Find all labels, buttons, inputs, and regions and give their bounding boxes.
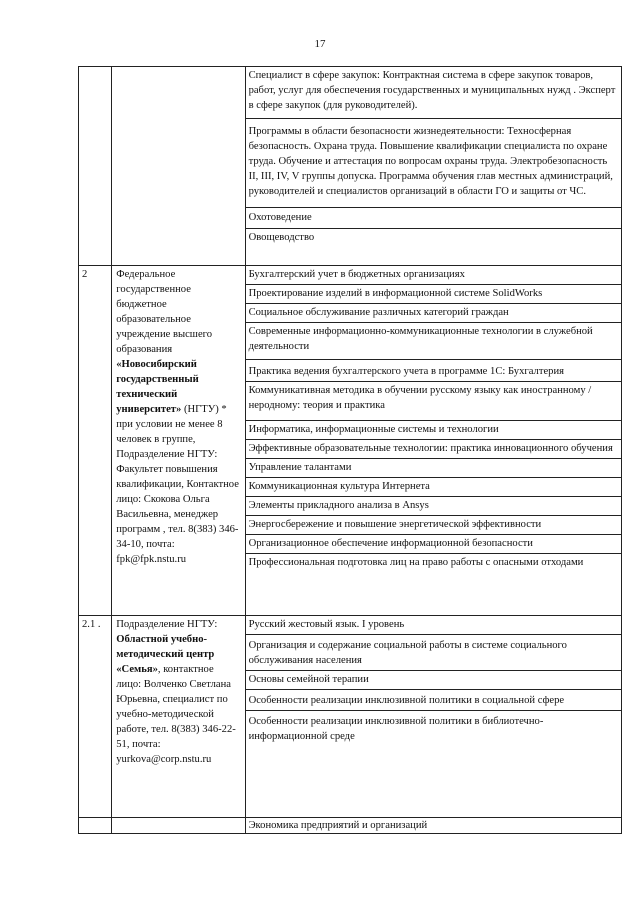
course-item: Проектирование изделий в информационной системе SolidWorks xyxy=(246,285,621,304)
course-item: Специалист в сфере закупок: Контрактная система в сфере закупок товаров, работ, услуг для обеспечения государственных и муниципальных нужд . Эксперт в сфере закупок (для руководителей). xyxy=(246,67,621,119)
course-item: Эффективные образовательные технологии: практика инновационного обучения xyxy=(246,440,621,459)
org-text: Подразделение НГТУ: xyxy=(116,619,218,630)
courses-cell xyxy=(245,616,621,818)
courses-table xyxy=(78,66,622,834)
org-name: Областной учебно-методический центр «Семья» xyxy=(116,634,215,675)
table-row xyxy=(79,266,622,616)
courses-cell xyxy=(245,818,621,834)
course-item: Элементы прикладного анализа в Ansys xyxy=(246,497,621,516)
course-item: Коммуникативная методика в обучении русскому языку как иностранному / неродному: теория и практика xyxy=(246,382,621,421)
course-item: Информатика, информационные системы и технологии xyxy=(246,421,621,440)
table-row xyxy=(79,67,622,266)
org-details: , контактное лицо: Волченко Светлана Юрьевна, специалист по учебно-методической работе, тел. 8(383) 346-22-51, почта: yurkova@corp.nstu.ru xyxy=(116,664,236,765)
row-number xyxy=(79,67,112,266)
course-item: Социальное обслуживание различных категорий граждан xyxy=(246,304,621,323)
course-item: Особенности реализации инклюзивной политики в библиотечно-информационной среде xyxy=(248,716,544,742)
course-item: Современные информационно-коммуникационные технологии в служебной деятельности xyxy=(246,323,621,360)
table-row xyxy=(79,818,622,834)
row-number: 2.1 . xyxy=(79,616,112,818)
courses-cell xyxy=(245,266,621,616)
course-item: Управление талантами xyxy=(246,459,621,478)
org-details: (НГТУ) * при условии не менее 8 человек в группе, Подразделение НГТУ: Факультет повышения квалификации, Контактное лицо: Скокова Ольга Васильевна, менеджер программ , тел. 8(383) 346-34-10, почта: fpk@fpk.nstu.ru xyxy=(116,404,239,565)
course-item: Энергосбережение и повышение энергетической эффективности xyxy=(246,516,621,535)
course-item: Организация и содержание социальной работы в системе социального обслуживания населения xyxy=(246,635,621,671)
course-item: Овощеводство xyxy=(248,232,315,243)
row-number: 2 xyxy=(79,266,112,616)
page-number: 17 xyxy=(314,38,326,50)
course-item: Практика ведения бухгалтерского учета в программе 1С: Бухгалтерия xyxy=(246,360,621,382)
organization-cell xyxy=(112,818,245,834)
courses-cell xyxy=(245,67,621,266)
course-item: Основы семейной терапии xyxy=(246,671,621,690)
course-item: Экономика предприятий и организаций xyxy=(248,820,428,831)
course-item: Русский жестовый язык. I уровень xyxy=(246,616,621,635)
course-item: Профессиональная подготовка лиц на право работы с опасными отходами xyxy=(248,557,584,568)
org-text: Федеральное государственное бюджетное образовательное учреждение высшего образования xyxy=(116,269,213,355)
course-item: Программы в области безопасности жизнедеятельности: Техносферная безопасность. Охрана труда. Повышение квалификации специалиста по охране труда. Обучение и аттестация по вопросам охраны труда. Электробезопасность II, III, IV, V группы допуска. Программа обучения глав местных администраций, руководителей и специалистов организаций в области ГО и защиты от ЧС. xyxy=(246,119,621,208)
row-number xyxy=(79,818,112,834)
course-item: Коммуникационная культура Интернета xyxy=(246,478,621,497)
course-item: Охотоведение xyxy=(246,208,621,229)
course-item: Особенности реализации инклюзивной политики в социальной сфере xyxy=(246,690,621,711)
table-row xyxy=(79,616,622,818)
course-item: Бухгалтерский учет в бюджетных организациях xyxy=(246,266,621,285)
organization-cell xyxy=(112,266,245,616)
organization-cell xyxy=(112,67,245,266)
organization-cell xyxy=(112,616,245,818)
course-item: Организационное обеспечение информационной безопасности xyxy=(246,535,621,554)
org-name: «Новосибирский государственный технический университет» xyxy=(116,359,199,415)
